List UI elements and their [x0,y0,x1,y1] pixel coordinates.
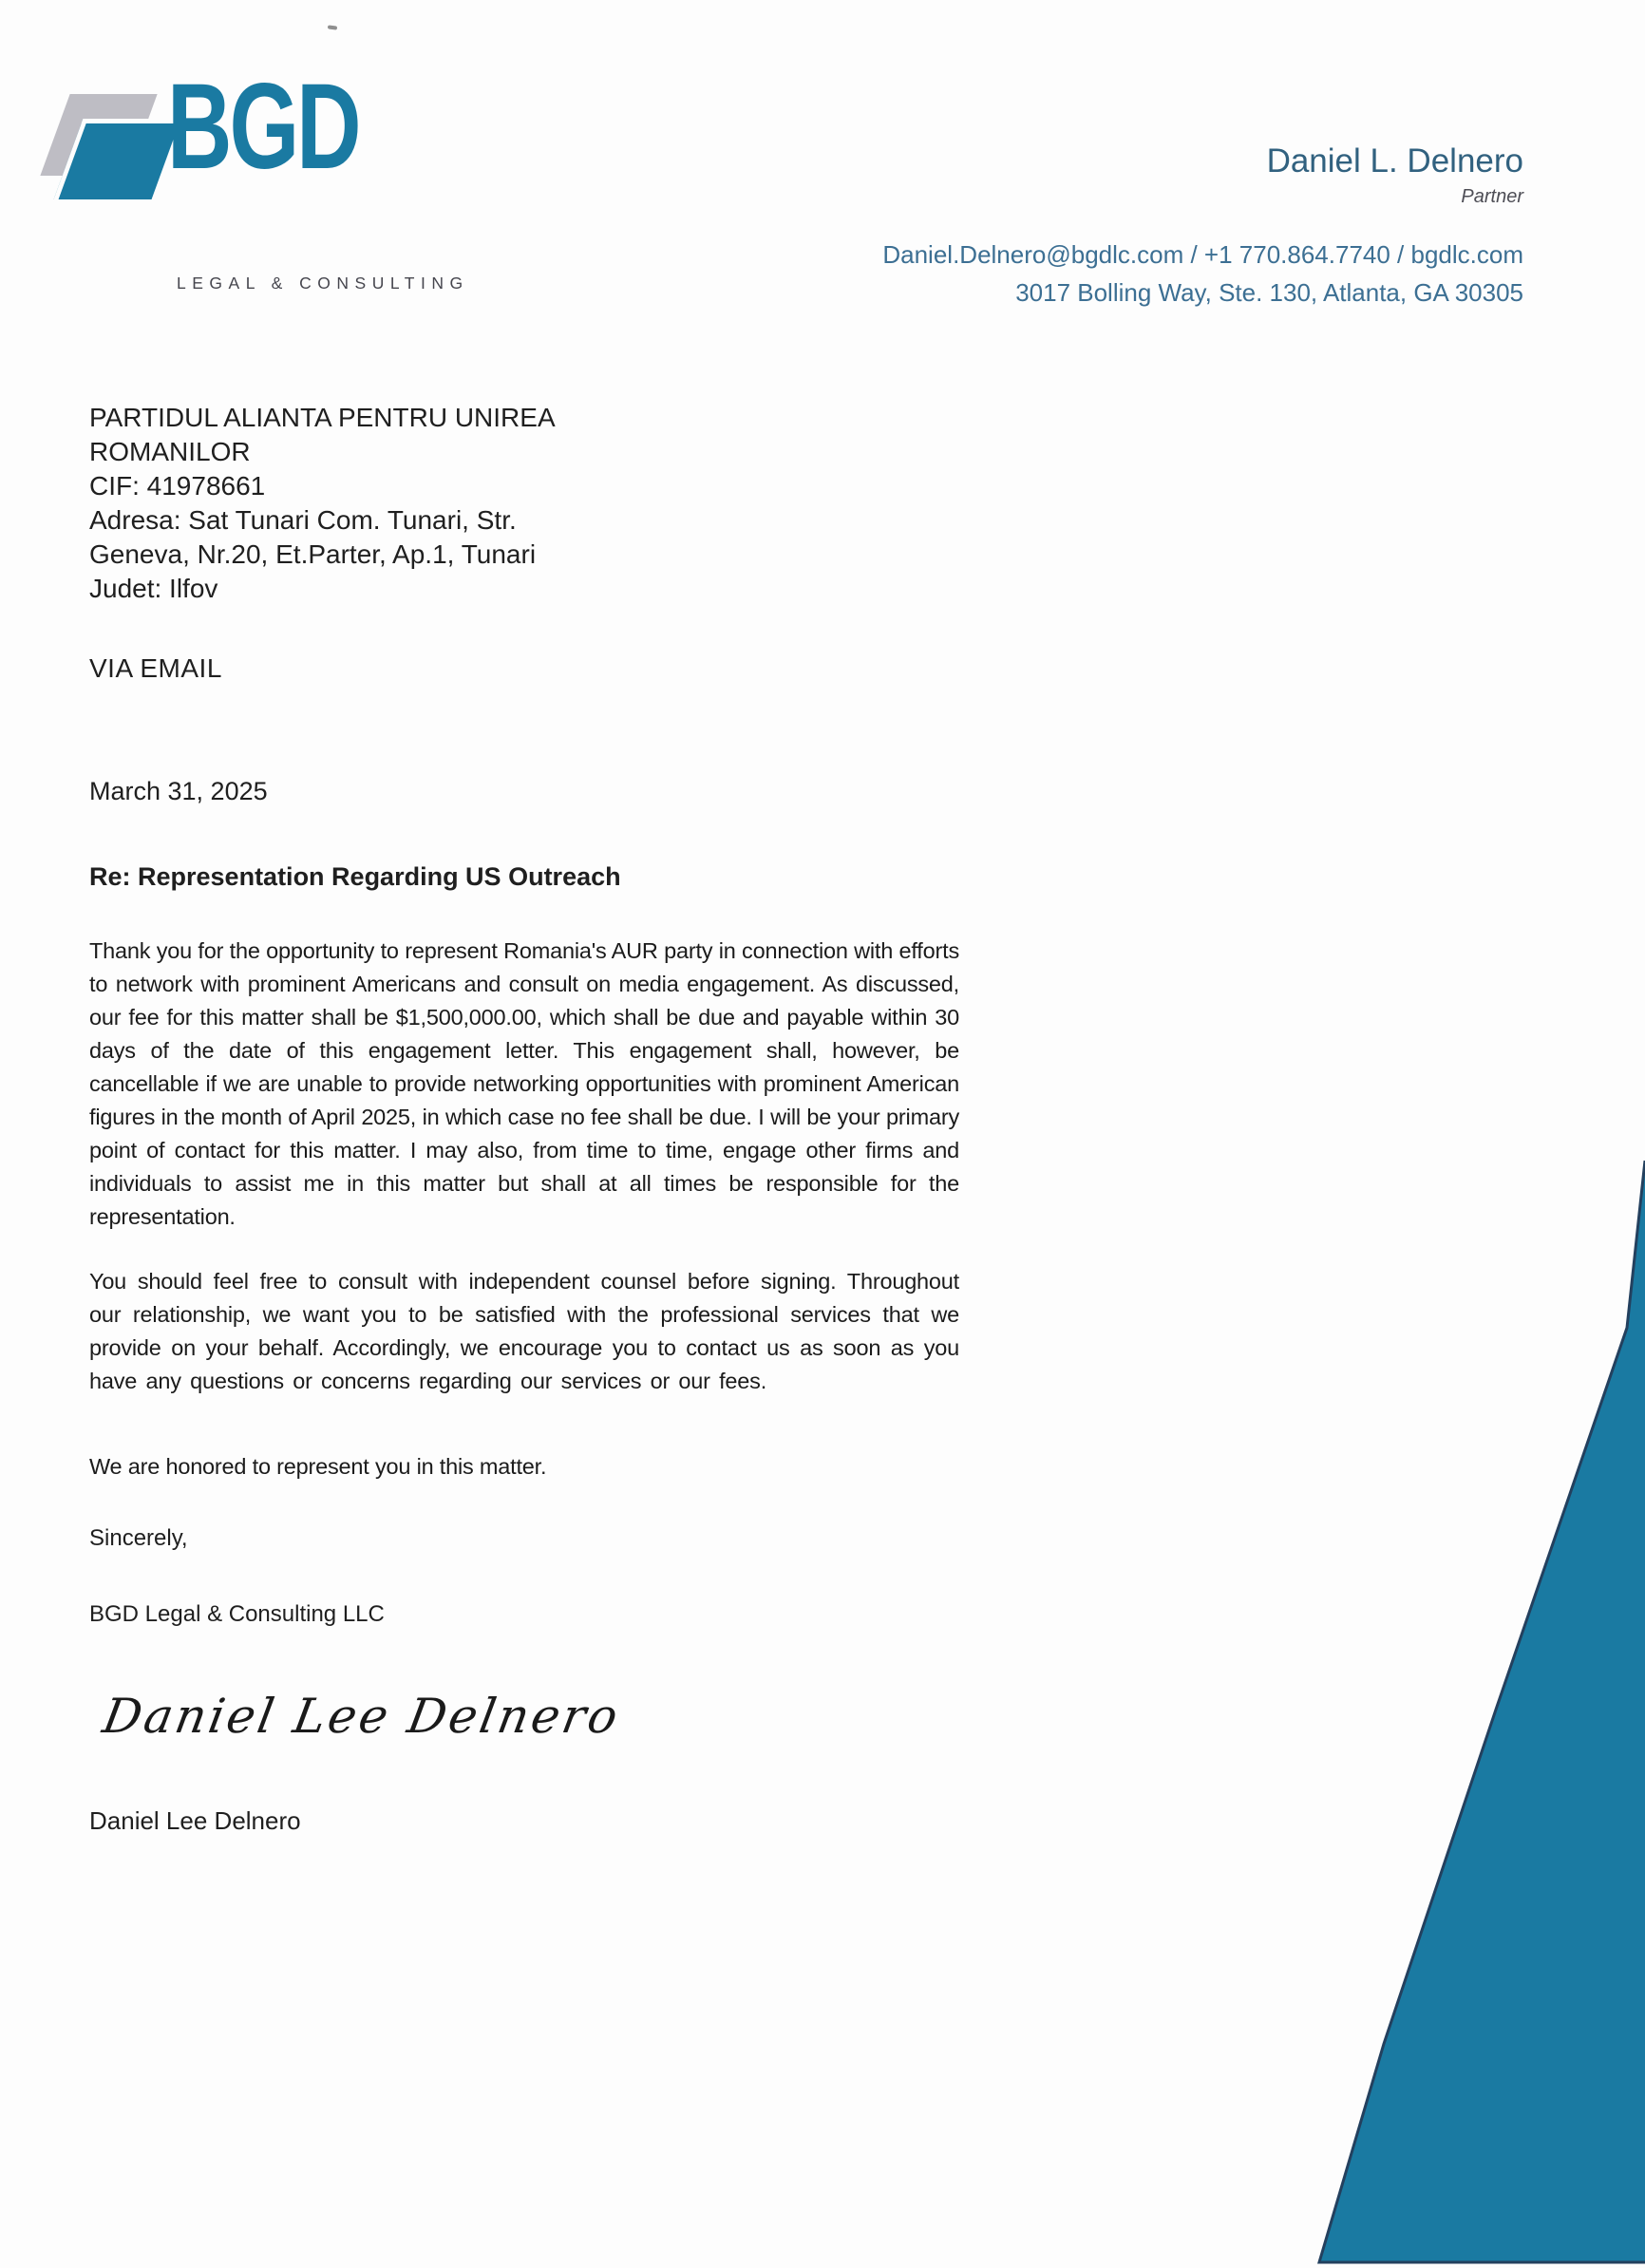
signature-script: Daniel Lee Delnero [99,1689,625,1744]
recipient-line: Adresa: Sat Tunari Com. Tunari, Str. [89,505,517,535]
scan-artifact [328,25,337,29]
partner-name: Daniel L. Delnero [1266,142,1523,180]
logo-mark [19,90,161,199]
contact-line-2: 3017 Bolling Way, Ste. 130, Atlanta, GA 30305 [1015,278,1523,307]
recipient-line: PARTIDUL ALIANTA PENTRU UNIREA [89,403,556,432]
closing-sincerely: Sincerely, [89,1525,188,1551]
via-email-label: VIA EMAIL [89,653,222,683]
body-paragraph-3: We are honored to represent you in this matter. [89,1454,547,1479]
recipient-block [89,401,556,606]
signer-typed-name: Daniel Lee Delnero [89,1806,301,1835]
letter-date: March 31, 2025 [89,777,268,805]
body-paragraph-1: Thank you for the opportunity to represent Romania's AUR party in connection with efforts to network with prominent Americans and consult on media engagement. As discussed, our fee for this matter shall be $1,500,000.00, which shall be due and payable within 30 days of the date of this engagement letter. This engagement shall, however, be cancellable if we are unable to provide networking opportunities with prominent American figures in the month of April 2025, in which case no fee shall be due. I will be your primary point of contact for this matter. I may also, from time to time, engage other firms and individuals to assist me in this matter but shall at all times be responsible for the representation. [89,938,959,1229]
company-name: BGD Legal & Consulting LLC [89,1601,385,1627]
contact-line-1: Daniel.Delnero@bgdlc.com / +1 770.864.7740 / bgdlc.com [882,240,1523,269]
logo-tagline: LEGAL & CONSULTING [177,274,469,293]
logo-wordmark: BGD [167,59,359,195]
subject-line: Re: Representation Regarding US Outreach [89,862,621,891]
recipient-line: Judet: Ilfov [89,574,218,603]
body-paragraph-2: You should feel free to consult with independent counsel before signing. Throughout our relationship, we want you to be satisfied with the professional services that we provide on your behalf. Accordingly, we encourage you to contact us as soon as you have any questions or concerns regarding our services or our fees. [89,1269,959,1393]
recipient-line: CIF: 41978661 [89,471,266,501]
recipient-line: ROMANILOR [89,437,251,466]
recipient-line: Geneva, Nr.20, Et.Parter, Ap.1, Tunari [89,539,537,569]
partner-title: Partner [1461,186,1523,207]
